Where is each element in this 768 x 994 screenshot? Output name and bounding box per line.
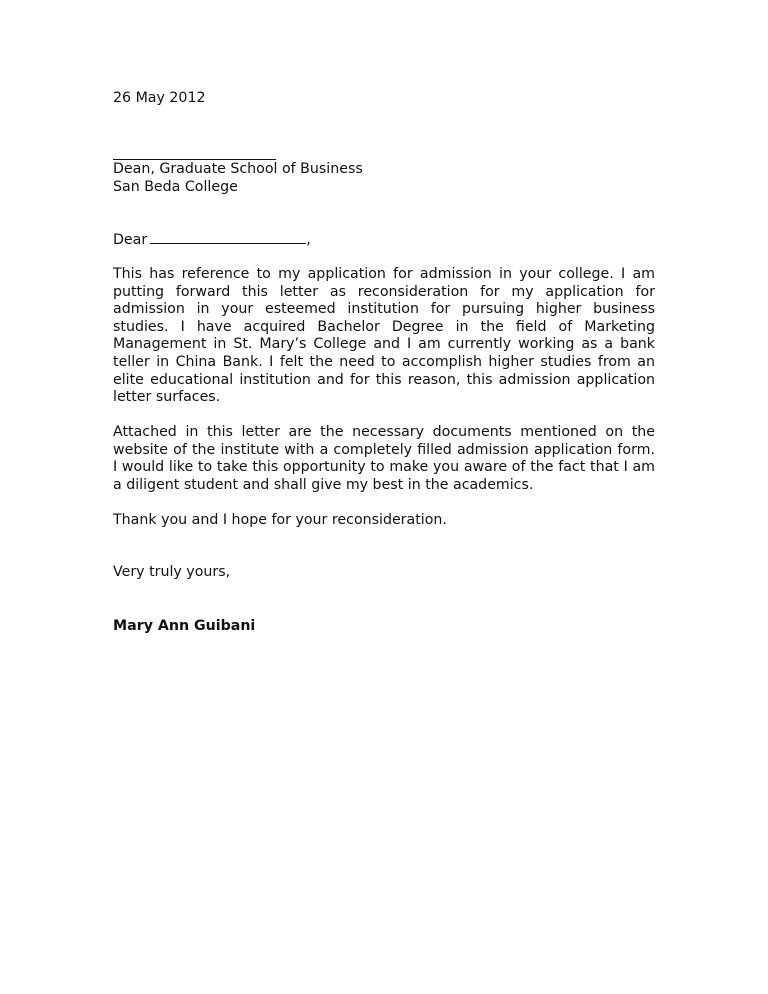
body-paragraph-2: Attached in this letter are the necessary documents mentioned on the website of the institute with a completely filled admission application form. I would like to take this opportunity to make you aware of the fact that I am a diligent student and shall give my best in the academics. — [113, 424, 655, 493]
salutation-name-blank-line — [150, 231, 306, 244]
salutation — [113, 231, 655, 250]
body-paragraph-3: Thank you and I hope for your reconsideration. — [113, 512, 447, 528]
recipient-block — [113, 161, 655, 196]
salutation-word: Dear — [113, 232, 148, 248]
recipient-organization: San Beda College — [113, 178, 238, 195]
signature-name: Mary Ann Guibani — [113, 618, 256, 634]
recipient-title: Dean, Graduate School of Business — [113, 161, 363, 177]
addressee-name-blank-line — [113, 159, 276, 160]
salutation-punctuation: , — [306, 232, 311, 248]
complimentary-closing: Very truly yours, — [113, 564, 231, 580]
body-paragraph-1: This has reference to my application for admission in your college. I am putting forward this letter as reconsideration for my application for admission in your esteemed institution for pursuing higher business studies. I have acquired Bachelor Degree in the field of Marketing Management in St. Mary’s College and I am currently working as a bank teller in China Bank. I felt the need to accomplish higher studies from an elite educational institution and for this reason, this admission application letter surfaces. — [113, 266, 655, 406]
letter-date: 26 May 2012 — [113, 90, 206, 106]
